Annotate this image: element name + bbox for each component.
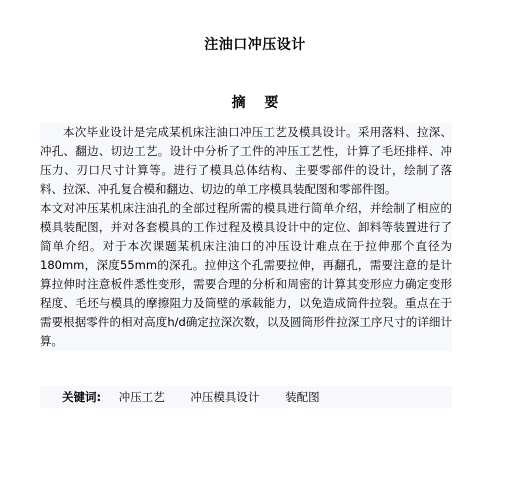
keyword: 冲压模具设计 [190, 390, 260, 404]
keyword: 装配图 [285, 390, 320, 404]
abstract-heading: 摘 要 [231, 95, 279, 111]
abstract-paragraph: 本文对冲压某机床注油孔的全部过程所需的模具进行简单介绍，并绘制了相应的模具装配图，并对各套模具的工作过程及模具设计中的定位、卸料等装置进行了简单介绍。对于本次课题某机床注油口的冲压设计难点在于拉伸那个直径为180mm，深度55mm的深孔。拉伸这个孔需要拉伸，再翻孔，需要注意的是计算拉伸时注意板件悉性变形，需要合理的分析和周密的计算其变形应力确定变形程度、毛坯与模具的摩擦阻力及筒壁的承载能力，以免造成筒件拉裂。重点在于需要根据零件的相对高度h/d确定拉深次数，以及圆筒形件拉深工序尺寸的详细计算。 [40, 201, 452, 348]
document-title: 注油口冲压设计 [204, 37, 306, 53]
keywords-label: 关键词: [62, 390, 102, 404]
keywords-row [40, 386, 452, 408]
abstract-paragraph: 本次毕业设计是完成某机床注油口冲压工艺及模具设计。采用落料、拉深、冲孔、翻边、切边工艺。设计中分析了工件的冲压工艺性，计算了毛坯排样、冲压力、刃口尺寸计算等。进行了模具总体结构、主要零部件的设计，绘制了落料、拉深、冲孔复合模和翻边、切边的单工序模具装配图和零部件图。 [40, 125, 452, 196]
abstract-body [40, 123, 452, 351]
keyword: 冲压工艺 [118, 390, 165, 404]
